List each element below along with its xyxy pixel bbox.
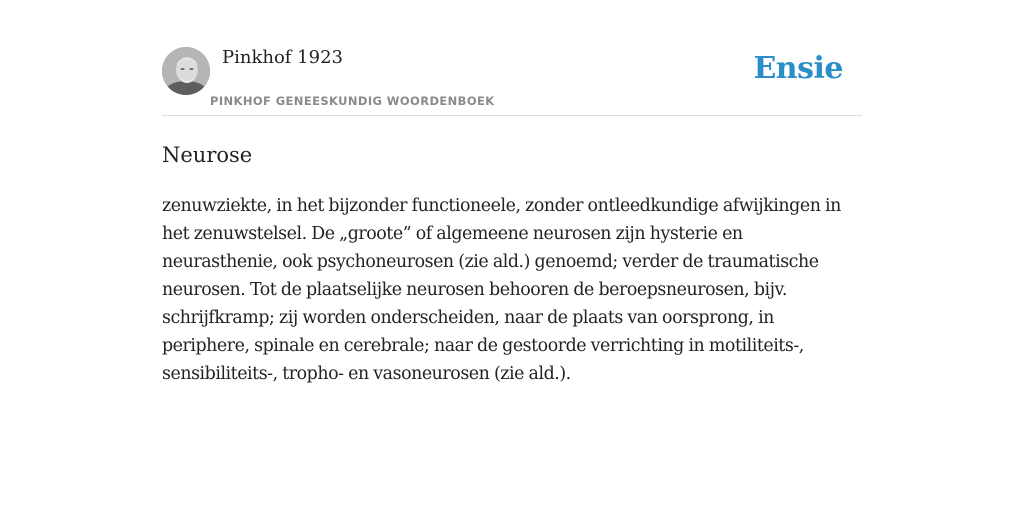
source-subtitle: PINKHOF GENEESKUNDIG WOORDENBOEK	[210, 94, 495, 108]
page	[162, 0, 862, 512]
source-header	[162, 0, 862, 116]
entry-title: Neurose	[162, 143, 253, 167]
avatar[interactable]	[162, 47, 210, 95]
source-title[interactable]: Pinkhof 1923	[222, 47, 343, 68]
entry-definition: zenuwziekte, in het bijzonder functioneele, zonder ontleedkundige afwijkingen in het zenuwstelsel. De „groote” of algemeene neurosen zijn hysterie en neurasthenie, ook psychoneurosen (zie ald.) genoemd; verder de traumatische neurosen. Tot de plaatselijke neurosen behooren de beroepsneurosen, bijv. schrijfkramp; zij worden onderscheiden, naar de plaats van oorsprong, in periphere, spinale en cerebrale; naar de gestoorde verrichting in motiliteits-, sensibiliteits-, tropho- en vasoneurosen (zie ald.).	[162, 196, 841, 384]
brand-logo-link[interactable]: Ensie	[753, 51, 843, 86]
portrait-photo-icon	[162, 47, 210, 95]
